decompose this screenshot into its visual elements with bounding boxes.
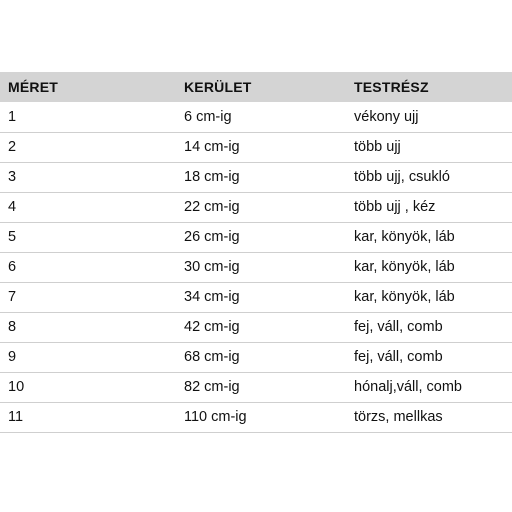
- cell-meret: 8: [8, 319, 17, 335]
- cell-testresz: kar, könyök, láb: [354, 289, 455, 305]
- cell-kerulet: 42 cm-ig: [184, 319, 240, 335]
- cell-testresz: fej, váll, comb: [354, 349, 443, 365]
- table-header: [0, 72, 512, 102]
- cell-testresz: vékony ujj: [354, 108, 419, 125]
- cell-meret: 9: [8, 349, 17, 365]
- cell-meret: 5: [8, 229, 17, 245]
- cell-kerulet: 34 cm-ig: [184, 289, 240, 305]
- size-chart-table: [0, 72, 512, 433]
- cell-testresz: kar, könyök, láb: [354, 259, 455, 275]
- table-row: [0, 372, 512, 402]
- cell-meret: 2: [8, 139, 17, 155]
- cell-kerulet: 22 cm-ig: [184, 199, 240, 215]
- header-kerulet: KERÜLET: [184, 79, 252, 95]
- cell-meret: 4: [8, 199, 17, 215]
- cell-meret: 1: [8, 108, 17, 125]
- table-row: [0, 162, 512, 192]
- table-row: [0, 282, 512, 312]
- table-row: [0, 342, 512, 372]
- table-row: [0, 312, 512, 342]
- table-row: [0, 222, 512, 252]
- cell-kerulet: 68 cm-ig: [184, 349, 240, 365]
- header-meret: MÉRET: [8, 79, 58, 95]
- cell-testresz: hónalj,váll, comb: [354, 379, 462, 395]
- cell-kerulet: 6 cm-ig: [184, 108, 232, 125]
- cell-kerulet: 18 cm-ig: [184, 169, 240, 185]
- header-testresz: TESTRÉSZ: [354, 79, 429, 95]
- cell-kerulet: 30 cm-ig: [184, 259, 240, 275]
- table-row: [0, 252, 512, 282]
- table-row: [0, 402, 512, 432]
- cell-kerulet: 26 cm-ig: [184, 229, 240, 245]
- cell-meret: 11: [8, 409, 24, 425]
- cell-meret: 6: [8, 259, 17, 275]
- header-row: [0, 72, 512, 102]
- table-row: [0, 102, 512, 132]
- cell-testresz: több ujj: [354, 139, 401, 155]
- cell-meret: 7: [8, 289, 17, 305]
- table-row: [0, 192, 512, 222]
- table-body: [0, 102, 512, 432]
- cell-testresz: kar, könyök, láb: [354, 229, 455, 245]
- cell-testresz: több ujj , kéz: [354, 199, 436, 215]
- cell-testresz: törzs, mellkas: [354, 409, 443, 425]
- cell-kerulet: 110 cm-ig: [184, 409, 247, 425]
- cell-testresz: fej, váll, comb: [354, 319, 443, 335]
- cell-kerulet: 82 cm-ig: [184, 379, 240, 395]
- cell-testresz: több ujj, csukló: [354, 169, 450, 185]
- cell-meret: 10: [8, 379, 25, 395]
- table-row: [0, 132, 512, 162]
- cell-meret: 3: [8, 169, 17, 185]
- cell-kerulet: 14 cm-ig: [184, 139, 240, 155]
